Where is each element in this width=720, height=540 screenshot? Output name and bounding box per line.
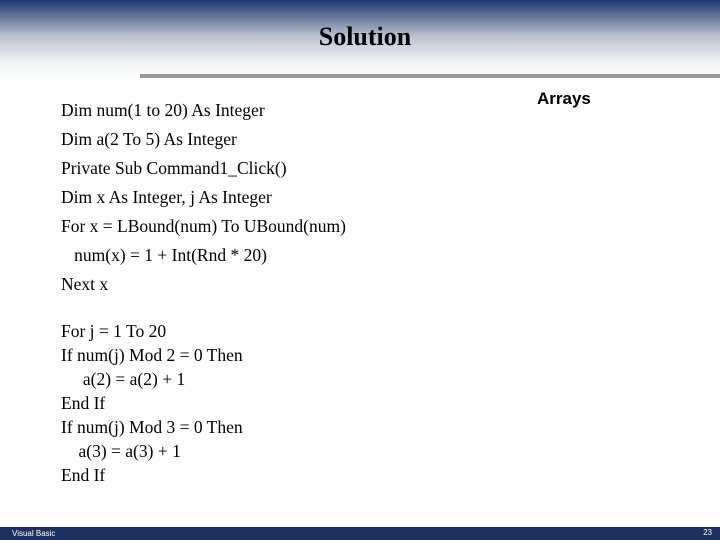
code-line: End If [61, 393, 106, 413]
code-line: Dim x As Integer, j As Integer [61, 187, 272, 207]
code-line: a(2) = a(2) + 1 [61, 369, 186, 389]
code-line: If num(j) Mod 3 = 0 Then [61, 417, 243, 437]
code-line: a(3) = a(3) + 1 [61, 441, 181, 461]
page-number: 23 [703, 528, 712, 537]
code-line: End If [61, 465, 106, 485]
footer-course-name: Visual Basic [12, 529, 56, 538]
slide-title: Solution [318, 22, 412, 51]
title-divider [140, 74, 720, 78]
code-line: If num(j) Mod 2 = 0 Then [61, 345, 243, 365]
code-line: Dim num(1 to 20) As Integer [61, 100, 265, 120]
code-line: Private Sub Command1_Click() [61, 158, 287, 178]
code-line: num(x) = 1 + Int(Rnd * 20) [61, 245, 267, 265]
code-line: For x = LBound(num) To UBound(num) [61, 216, 346, 236]
code-line: Dim a(2 To 5) As Integer [61, 129, 237, 149]
code-line: For j = 1 To 20 [61, 321, 167, 341]
code-line: Next x [61, 274, 109, 294]
footer-bar [0, 527, 720, 540]
topic-label: Arrays [537, 89, 591, 108]
